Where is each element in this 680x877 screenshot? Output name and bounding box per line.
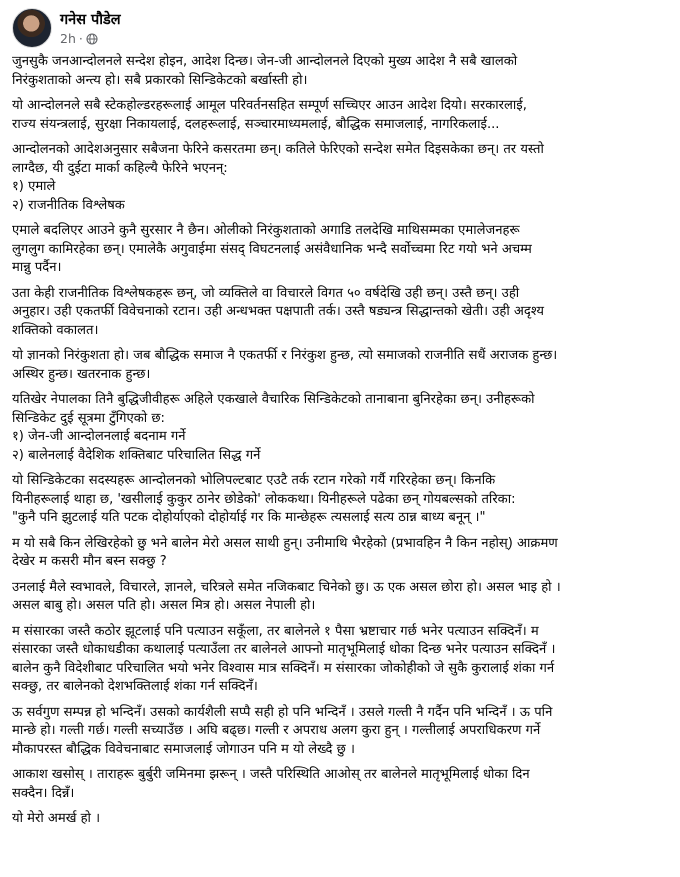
post-paragraph: यो आन्दोलनले सबै स्टेकहोल्डरहरूलाई आमूल परिवर्तनसहित सम्पूर्ण सच्चिएर आउन आदेश दियो। सरकारलाई, राज्य संयन्त्रलाई, सुरक्षा निकायलाई, दलहरूलाई, सञ्चारमाध्यमलाई, बौद्धिक समाजलाई, नागरिकलाई... <box>12 98 527 132</box>
post-paragraph: जुनसुकै जनआन्दोलनले सन्देश होइन, आदेश दिन्छ। जेन-जी आन्दोलनले दिएको मुख्य आदेश नै सबै खालको निरंकुशताको अन्त्य हो। सबै प्रकारको सिन्डिकेटको बर्खास्ती हो। <box>12 54 518 88</box>
author-avatar[interactable] <box>12 8 52 48</box>
post-paragraph: उनलाई मैले स्वभावले, विचारले, ज्ञानले, चरित्रले समेत नजिकबाट चिनेको छु। ऊ एक असल छोरा हो। असल भाइ हो । असल बाबु हो। असल पति हो। असल मित्र हो। असल नेपाली हो। <box>12 579 561 613</box>
post-paragraph: आकाश खसोस् । ताराहरू बुर्बुरी जमिनमा झरून् । जस्तै परिस्थिति आओस् तर बालेनले मातृभूमिलाई धोका दिन सक्दैन। दिन्नँ। <box>12 767 530 801</box>
post-paragraph: एमाले बदलिएर आउने कुनै सुरसार नै छैन। ओलीको निरंकुशताको अगाडि तलदेखि माथिसम्मका एमालेजनहरू लुगलुग कामिरहेका छन्। एमालेकै अगुवाईमा संसद् विघटनलाई असंवैधानिक भन्दै सर्वोच्चमा रिट गयो भने अचम्म मान्नु पर्दैन। <box>12 223 532 275</box>
post-body <box>0 52 680 829</box>
post-header <box>0 0 680 52</box>
meta-separator: · <box>78 31 83 46</box>
globe-icon[interactable] <box>86 33 98 45</box>
post-paragraph: यो सिन्डिकेटका सदस्यहरू आन्दोलनको भोलिपल्टबाट एउटै तर्क रटान गरेको गर्यै गरिरहेका छन्। किनकि यिनीहरूलाई थाहा छ, 'खसीलाई कुकुर ठानेर छोडेको' लोककथा। यिनीहरूले पढेका छन् गोयबल्सको तरिका: "कुनै पनि झुटलाई यति पटक दोहोर्याएको दोहोर्याई गर कि मान्छेहरू त्यसलाई सत्य ठान्न बाध्य बनून् ।" <box>12 473 516 525</box>
post-paragraph: ऊ सर्वगुण सम्पन्न हो भन्दिनँ। उसको कार्यशैली सप्पै सही हो पनि भन्दिनँ । उसले गल्ती नै गर्दैन पनि भन्दिनँ । ऊ पनि मान्छे हो। गल्ती गर्छ। गल्ती सच्याउँछ । अघि बढ्छ। गल्ती र अपराध अलग कुरा हुन् । गल्तीलाई अपराधिकरण गर्ने मौकापरस्त बौद्धिक विवेचनाबाट समाजलाई जोगाउन पनि म यो लेख्दै छु । <box>12 704 553 757</box>
post-timestamp[interactable]: 2h <box>60 31 76 46</box>
author-name[interactable]: गनेस पौडेल <box>60 12 121 28</box>
post-paragraph: आन्दोलनको आदेशअनुसार सबैजना फेरिने कसरतमा छन्। कतिले फेरिएको सन्देश समेत दिइसकेका छन्। तर यस्तो लाग्दैछ, यी दुईटा मार्का कहिल्यै फेरिने भएनन्: १) एमाले २) राजनीतिक विश्लेषक <box>12 142 544 213</box>
post-paragraph: यो मेरो अमर्ख हो । <box>12 811 101 826</box>
post-meta <box>60 31 98 46</box>
post-paragraph: म संसारका जस्तै कठोर झूटलाई पनि पत्याउन सकूँला, तर बालेनले १ पैसा भ्रष्टाचार गर्छ भनेर पत्याउन सक्दिनँ। म संसारका जस्तै धोकाधडीका कथालाई पत्याउँला तर बालेनले आफ्नो मातृभूमिलाई धोका दिन्छ भनेर पत्याउन सक्दिनँ । बालेन कुनै विदेशीबाट परिचालित भयो भनेर विश्वास मात्र सक्दिनँ। म संसारका जोकोहीको जे सुकै कुरालाई शंका गर्न सक्छु, तर बालेनको देशभक्तिलाई शंका गर्न सक्दिनँ। <box>12 623 556 694</box>
post-paragraph: म यो सबै किन लेखिरहेको छु भने बालेन मेरो असल साथी हुन्। उनीमाथि भैरहेको (प्रभावहिन नै किन नहोस्) आक्रमण देखेर म कसरी मौन बस्न सक्छु ? <box>12 535 558 569</box>
post-paragraph: उता केही राजनीतिक विश्लेषकहरू छन्, जो व्यक्तिले वा विचारले विगत ५० वर्षदेखि उही छन्। उस्तै छन्। उही अनुहार। उही एकतर्फी विवेचनाको रटान। उही अन्धभक्त पक्षपाती तर्क। उस्तै षड्यन्त्र सिद्धान्तको खेती। उही अदृश्य शक्तिको वकालत। <box>12 285 545 338</box>
post-paragraph: यो ज्ञानको निरंकुशता हो। जब बौद्धिक समाज नै एकतर्फी र निरंकुश हुन्छ, त्यो समाजको राजनीति सधैं अराजक हुन्छ। अस्थिर हुन्छ। खतरनाक हुन्छ। <box>12 348 558 382</box>
post-paragraph: यतिखेर नेपालका तिनै बुद्धिजीवीहरू अहिले एकखाले वैचारिक सिन्डिकेटको तानाबाना बुनिरहेका छन्। उनीहरूको सिन्डिकेट दुई सूत्रमा टुँगिएको छ: १) जेन-जी आन्दोलनलाई बदनाम गर्ने २) बालेनलाई वैदेशिक शक्तिबाट परिचालित सिद्ध गर्ने <box>12 392 535 463</box>
